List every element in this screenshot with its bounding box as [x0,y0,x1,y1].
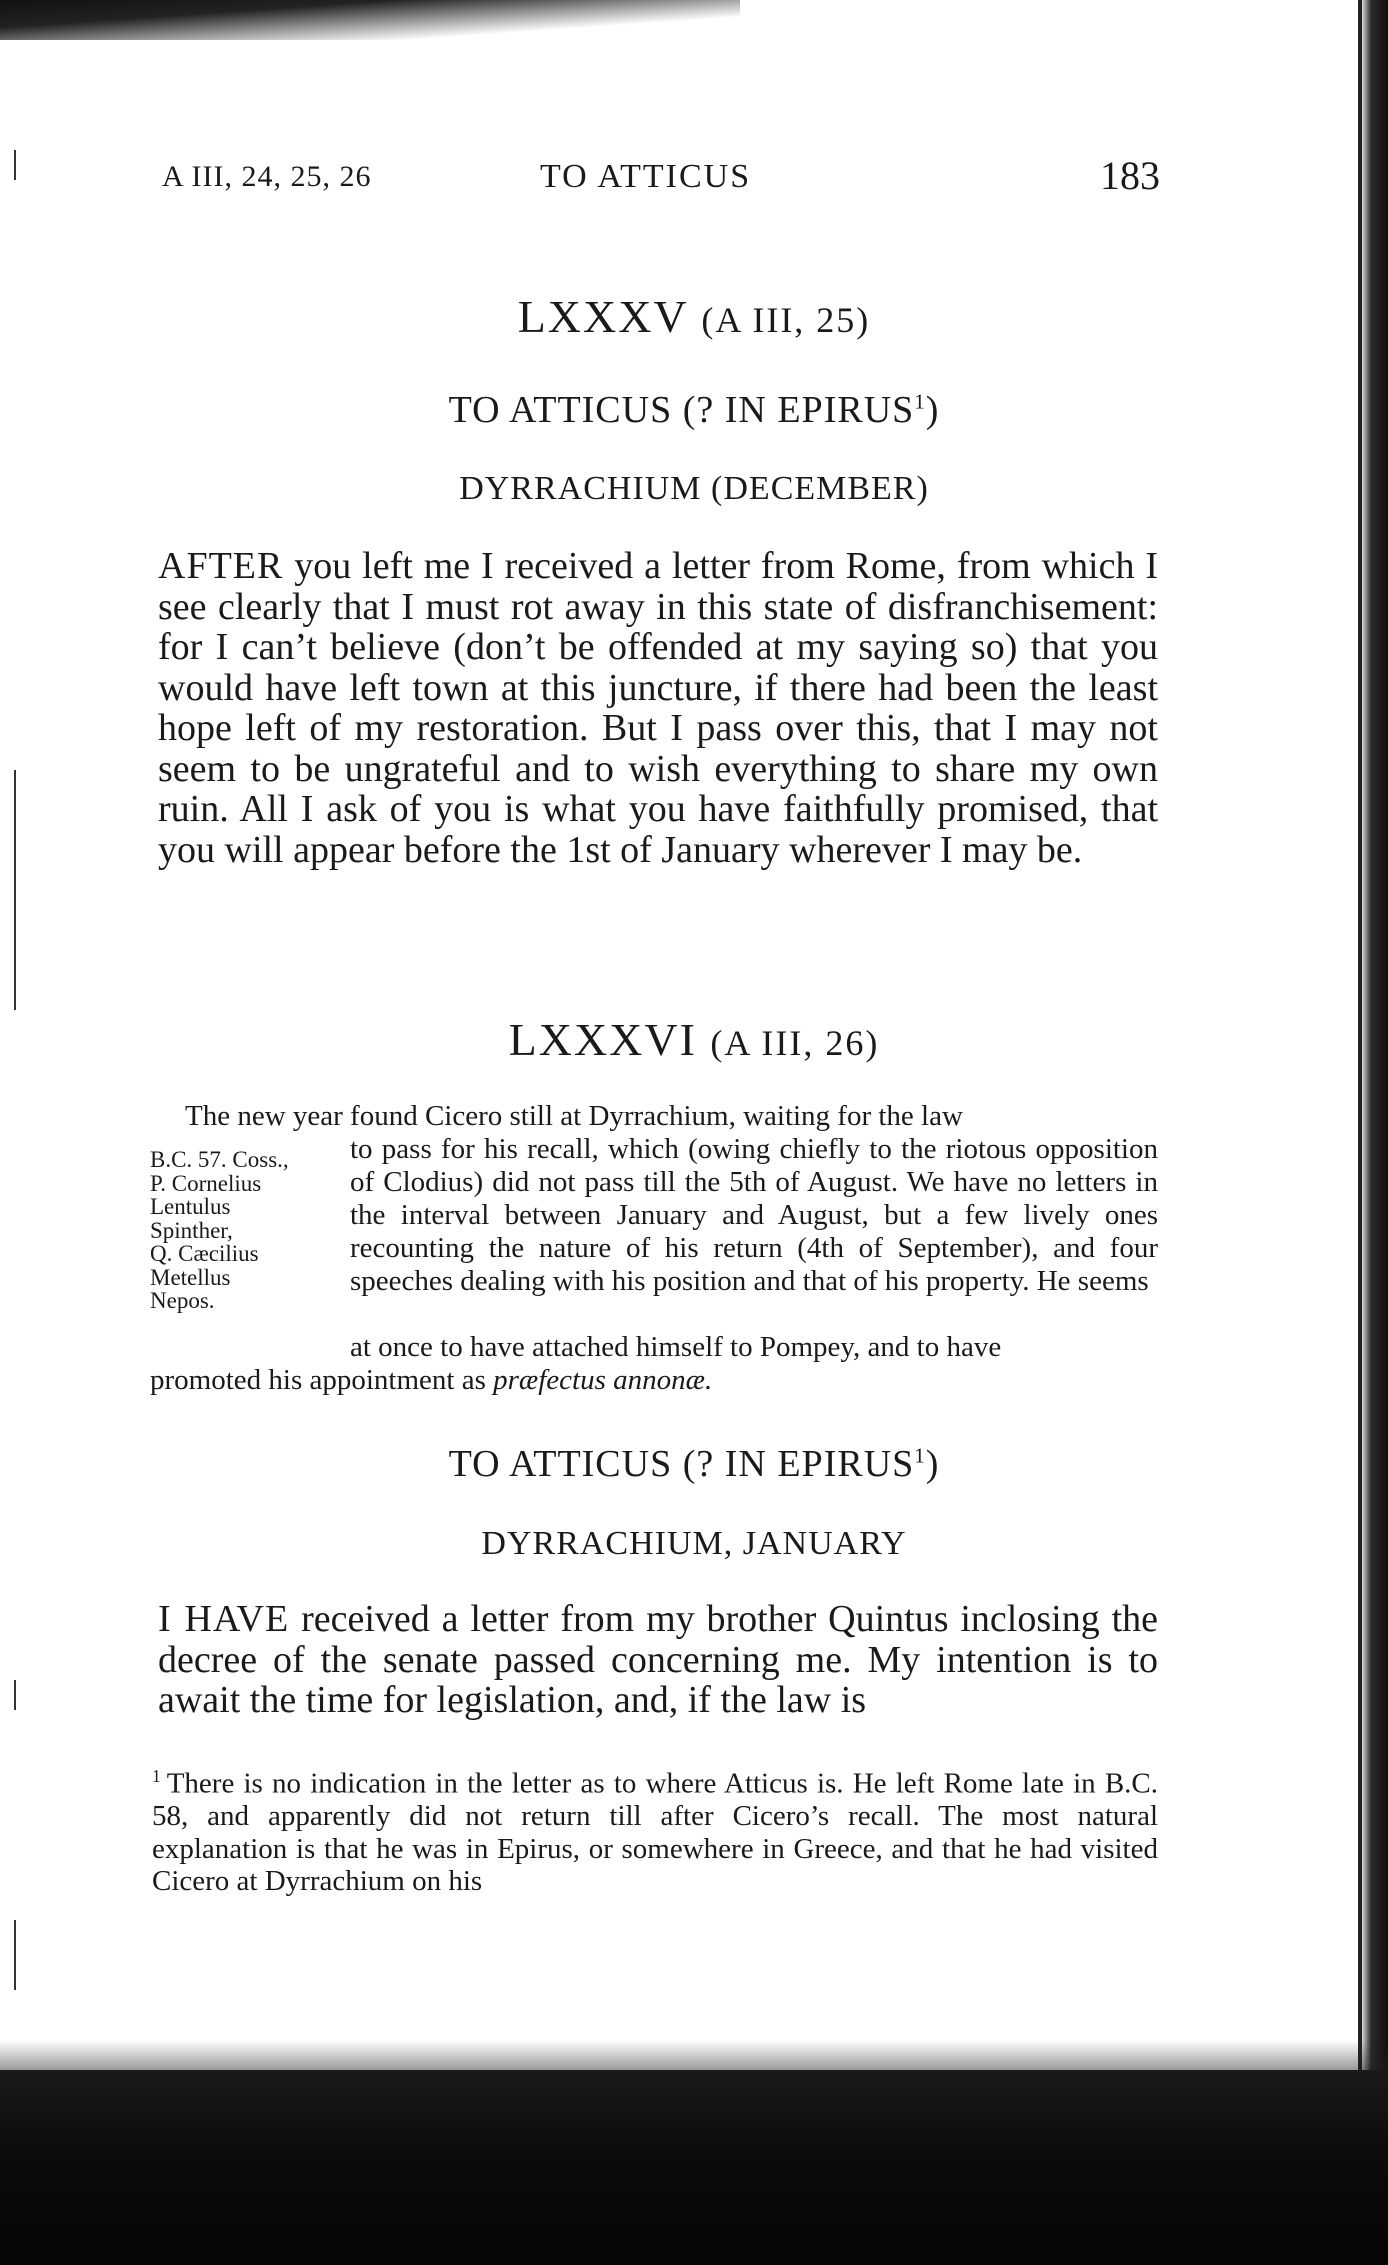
sidenote-line: P. Cornelius [150,1170,262,1196]
scan-left-mark [14,1680,16,1710]
running-head-title: TO ATTICUS [540,158,752,195]
sidenote-line: Lentulus [150,1194,231,1219]
letter-85-opening: AFTER [158,545,284,587]
letter-86-intro-column: to pass for his recall, which (owing chiefly to the riotous opposition of Clodius) did not pass till the 5th of August. We have no letters in the interval between January and August, but a few lively ones recounting the nature of his return (4th of September), and four speeches dealing with his position and that of his property. He seems [350,1133,1158,1297]
letter-85-addressee-close: ) [925,389,940,431]
letter-85-ref: (A III, 25) [701,300,871,340]
letter-86-heading [0,1013,1388,1066]
letter-86-intro-continued: at once to have attached himself to Pompey, and to have [350,1331,1002,1363]
sidenote-line: Metellus [150,1264,231,1290]
sidenote-line: B.C. 57. Coss., [150,1147,289,1172]
letter-86-intro-first: The new year found Cicero still at Dyrrachium, waiting for the law [185,1100,963,1132]
footnote-ref: 1 [914,389,926,414]
letter-85-addressee [0,388,1388,432]
scan-left-mark [14,770,16,1010]
letter-86-addressee-close: ) [925,1443,940,1485]
letter-86-intro-tail [150,1364,1160,1397]
footnote-mark: 1 [152,1766,161,1786]
footnote-bc: B.C. [1104,1767,1159,1800]
letter-86-place: DYRRACHIUM, JANUARY [481,1525,907,1562]
letter-86-ref: (A III, 26) [710,1023,880,1063]
intro-tail-text: promoted his appointment as [150,1364,486,1396]
sidenote-line: Nepos. [150,1288,215,1313]
letter-85-number: LXXXV [517,291,688,342]
letter-86-body [158,1599,1158,1721]
footnote-text-b: 58, and apparently did not return till after Cicero’s recall. The most natural explanation is that he was in Epirus, or somewhere in Greece, and that he had visited Cicero at Dyrrachium on his [152,1800,1158,1898]
letter-85-text: you left me I received a letter from Rome, from which I see clearly that I must rot away in this state of disfranchisement: for I can’t believe (don’t be offended at my saying so) that you would have left town at this juncture, if there had been the least hope left of my restoration. But I pass over this, that I may not seem to be ungrateful and to wish everything to share my own ruin. All I ask of you is what you have faithfully promised, that you will appear before the 1st of January wherever I may be. [158,545,1159,871]
letter-86-addressee [0,1442,1388,1486]
letter-86-sidenote [150,1148,350,1313]
scan-left-mark [14,1920,16,1990]
scan-left-mark [14,150,16,180]
letter-86-addressee-text: TO ATTICUS (? IN EPIRUS [448,1443,915,1485]
letter-85-place: DYRRACHIUM (DECEMBER) [459,470,929,507]
letter-85-addressee-text: TO ATTICUS (? IN EPIRUS [448,389,915,431]
scan-bottom-shadow [0,2070,1388,2265]
footnote [152,1760,1158,1898]
letter-86-number: LXXXVI [508,1014,697,1065]
letter-85-heading [0,290,1388,343]
intro-tail-italic: præfectus annonæ. [493,1364,713,1396]
running-head-reference: A III, 24, 25, 26 [162,160,372,193]
letter-85-body [158,546,1158,870]
footnote-ref: 1 [914,1443,926,1468]
sidenote-line: Spinther, [150,1217,233,1243]
scan-top-shadow [0,0,740,40]
sidenote-line: Q. Cæcilius [150,1241,259,1266]
page-number: 183 [1100,153,1160,198]
letter-86-text: received a letter from my brother Quintus inclosing the decree of the senate passed concerning me. My intention is to await the time for legislation, and, if the law is [158,1598,1159,1721]
footnote-text-a: There is no indication in the letter as to where Atticus is. He left Rome late in [166,1767,1096,1800]
letter-86-opening: I HAVE [158,1598,290,1640]
